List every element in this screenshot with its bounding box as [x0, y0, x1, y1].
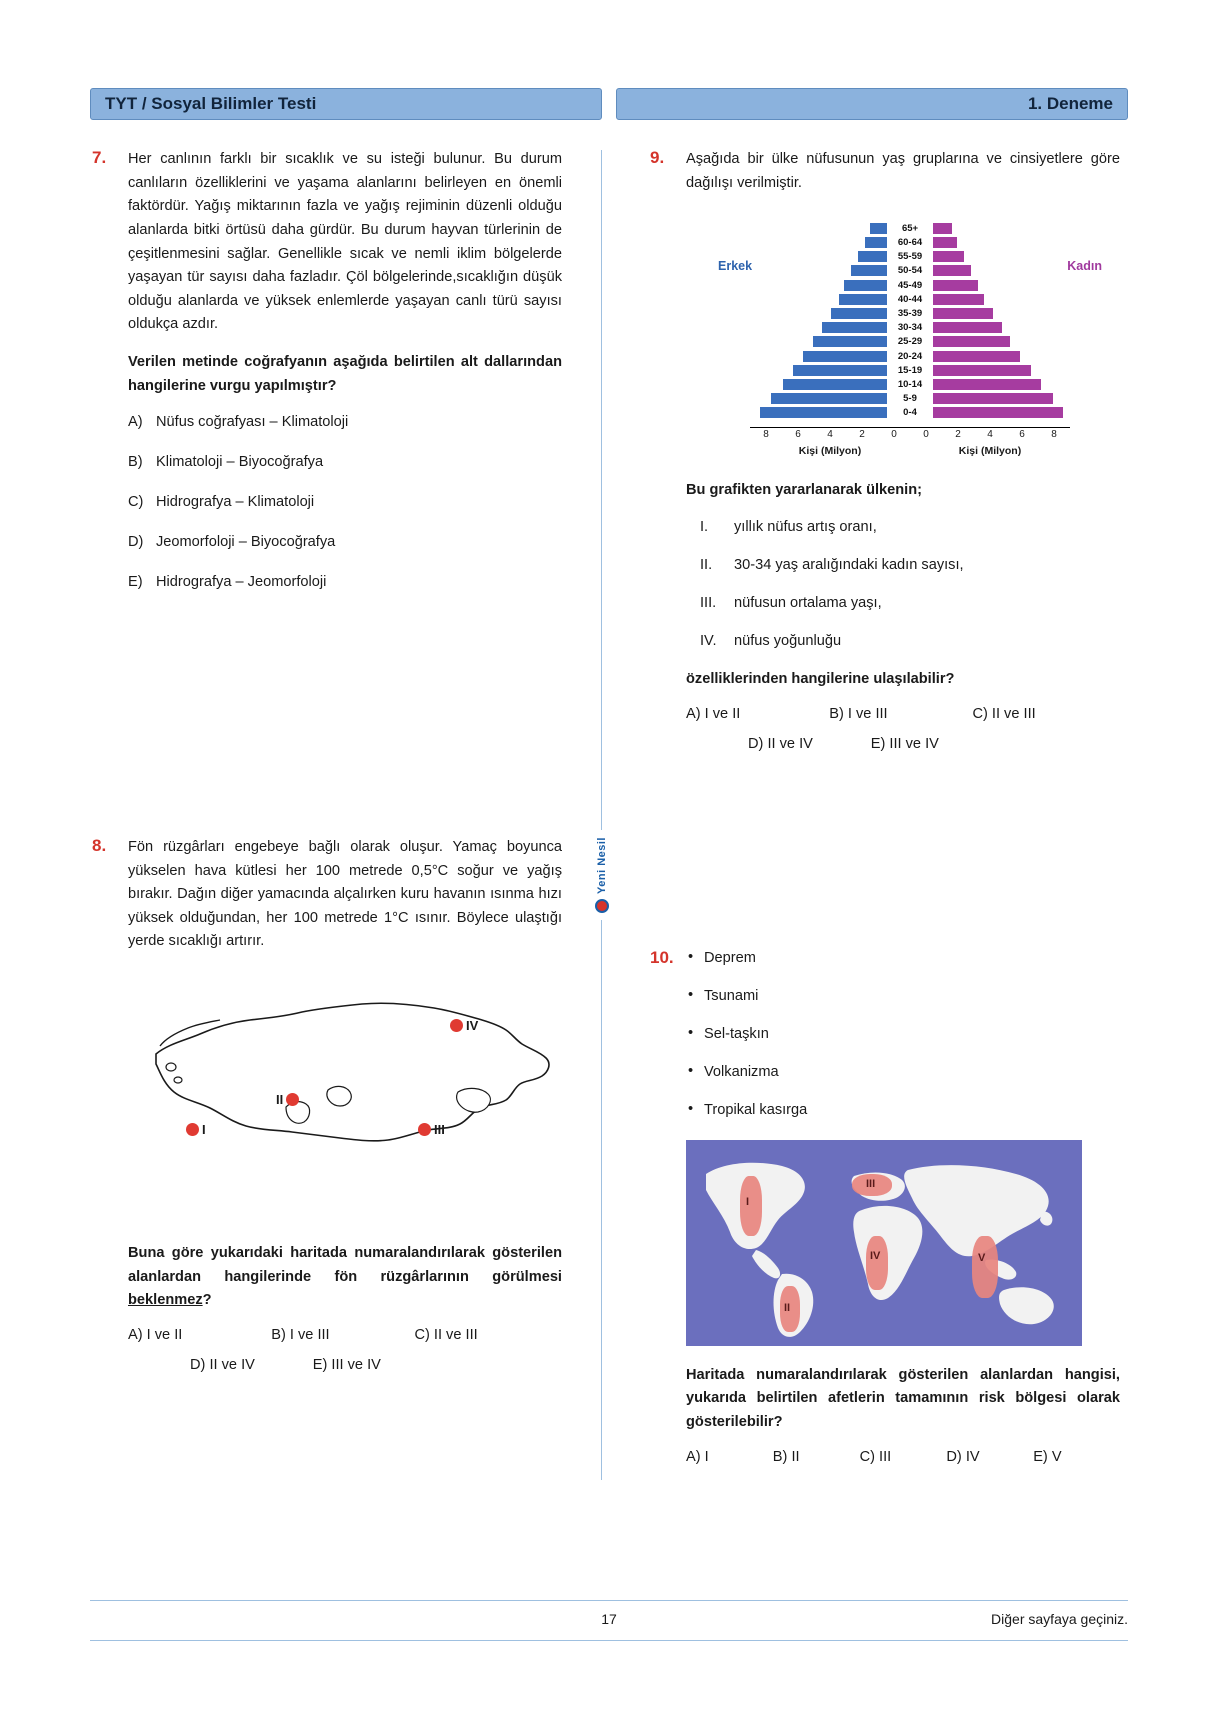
- question-7-paragraph: Her canlının farklı bir sıcaklık ve su isteği bulunur. Bu durum canlıların özelliklerini ve yaşama alanlarını belirleyen en önemli faktördür. Yağış miktarının fazla ve yağış rejiminin düzenli olduğu alanlarda bitki örtüsü daha gürdür. Bu durum hayvan türlerinin de çeşitlenmesini sağlar. Genellikle sıcak ve nemli iklim bölgelerde yaşayan tür sayısı daha fazladır. Çöl bölgelerinde,sıcaklığın düşük olduğu alanlarda ve yüksek enlemlerde yaşayan canlı türü sayısı oldukça azdır.: [128, 151, 562, 333]
- question-7-options: [128, 412, 562, 593]
- axis-ticks-left: [750, 429, 910, 440]
- pyramid-bar-female: [933, 280, 978, 291]
- pyramid-bar-male: [844, 280, 887, 291]
- legend-female: Kadın: [1067, 259, 1102, 274]
- pyramid-bar-male: [851, 265, 887, 276]
- xlabel-right: Kişi (Milyon): [958, 445, 1022, 458]
- question-7-number: 7.: [92, 148, 107, 167]
- pyramid-category-label: 30-34: [897, 322, 923, 334]
- question-8-paragraph: Fön rüzgârları engebeye bağlı olarak oluşur. Yamaç boyunca yükselen hava kütlesi her 100 metrede 0,5°C soğur ve yağış bırakır. Dağın diğer yamacında alçalırken kuru havanın ısınma hızı yüksek olduğundan, her 100 metrede 1°C ısınır. Böylece ulaştığı yerde sıcaklığı artırır.: [128, 838, 562, 950]
- question-10-options: [686, 1449, 1120, 1465]
- pyramid-category-label: 50-54: [897, 265, 923, 277]
- question-10-number: 10.: [650, 948, 674, 968]
- option-d-text: Jeomorfoloji – Biyocoğrafya: [156, 534, 336, 551]
- pyramid-bar-female: [933, 237, 957, 248]
- option-a[interactable]: [128, 412, 562, 434]
- pyramid-row: [750, 235, 1070, 249]
- option-b[interactable]: B) II: [772, 1448, 800, 1465]
- option-c[interactable]: C) II ve III: [414, 1326, 478, 1343]
- pyramid-bar-female: [933, 379, 1041, 390]
- pyramid-bar-male: [831, 308, 888, 319]
- pyramid-male-cell: [750, 407, 887, 418]
- risk-label-i: I: [746, 1195, 750, 1208]
- question-10-bullets: [686, 948, 1120, 1121]
- pyramid-bar-male: [760, 407, 887, 418]
- question-7: [92, 148, 562, 594]
- pyramid-bar-female: [933, 223, 952, 234]
- pyramid-category-label: 5-9: [903, 393, 917, 405]
- bullet-sel-taskin: • Sel-taşkın: [686, 1024, 1120, 1046]
- pyramid-row: [750, 221, 1070, 235]
- roman-iv-text: nüfus yoğunluğu: [734, 632, 842, 649]
- pyramid-male-cell: [750, 223, 887, 234]
- pyramid-row: [750, 406, 1070, 420]
- pyramid-bar-male: [839, 294, 887, 305]
- tick-l-0: 0: [891, 429, 897, 441]
- pyramid-bar-male: [870, 223, 887, 234]
- bullet-deprem: • Deprem: [686, 948, 1120, 970]
- pyramid-female-cell: [933, 280, 1070, 291]
- pyramid-male-cell: [750, 237, 887, 248]
- map-pin-ii-label: II: [276, 1092, 284, 1108]
- tick-r-6: 6: [1019, 429, 1025, 441]
- option-d[interactable]: [128, 532, 562, 554]
- map-pin-iii-label: III: [434, 1122, 445, 1138]
- roman-item-iv: [686, 631, 1120, 653]
- pyramid-row: [750, 278, 1070, 292]
- pyramid-male-cell: [750, 393, 887, 404]
- pyramid-category-label: 0-4: [903, 407, 917, 419]
- pyramid-bar-female: [933, 393, 1053, 404]
- publisher-watermark: [585, 830, 619, 920]
- population-pyramid-chart: [710, 211, 1110, 461]
- tick-l-6: 6: [795, 429, 801, 441]
- roman-iv-num: IV.: [700, 632, 717, 649]
- pyramid-bar-female: [933, 308, 993, 319]
- pyramid-female-cell: [933, 393, 1070, 404]
- pyramid-female-cell: [933, 365, 1070, 376]
- question-9-number: 9.: [650, 148, 665, 167]
- roman-item-ii: [686, 555, 1120, 577]
- pyramid-male-cell: [750, 308, 887, 319]
- pyramid-category-label: 65+: [901, 222, 919, 234]
- pyramid-bar-female: [933, 265, 971, 276]
- pyramid-axis-ticks: [750, 429, 1070, 440]
- pyramid-bar-male: [858, 251, 887, 262]
- question-9-prompt: Bu grafikten yararlanarak ülkenin;: [686, 482, 923, 499]
- pyramid-category-label: 25-29: [897, 336, 923, 348]
- option-a[interactable]: A) I: [686, 1448, 709, 1465]
- pyramid-female-cell: [933, 237, 1070, 248]
- tick-r-0: 0: [923, 429, 929, 441]
- tick-l-2: 2: [859, 429, 865, 441]
- option-c-text: Hidrografya – Klimatoloji: [156, 494, 315, 511]
- risk-label-v: V: [978, 1251, 986, 1264]
- option-a[interactable]: A) I ve II: [128, 1326, 183, 1343]
- footer-note: Diğer sayfaya geçiniz.: [991, 1611, 1128, 1627]
- pyramid-category-label: 60-64: [897, 237, 923, 249]
- pyramid-male-cell: [750, 336, 887, 347]
- map-pin-ii: [276, 1092, 299, 1107]
- risk-label-iv: IV: [870, 1249, 881, 1262]
- pyramid-category-label: 40-44: [897, 293, 923, 305]
- option-b-text: Klimatoloji – Biyocoğrafya: [156, 454, 324, 471]
- pyramid-bar-male: [771, 393, 887, 404]
- turkey-map-outline: [138, 972, 568, 1222]
- world-risk-map: [686, 1140, 1082, 1346]
- map-pin-iv-dot: [450, 1019, 463, 1032]
- pyramid-male-cell: [750, 280, 887, 291]
- risk-zone-iv: [866, 1236, 888, 1290]
- pyramid-female-cell: [933, 223, 1070, 234]
- pyramid-row: [750, 377, 1070, 391]
- risk-label-iii: III: [866, 1177, 876, 1190]
- pyramid-bar-female: [933, 336, 1010, 347]
- pyramid-category-label: 45-49: [897, 279, 923, 291]
- pyramid-category-label: 10-14: [897, 378, 923, 390]
- header-test-title: TYT / Sosyal Bilimler Testi: [90, 88, 602, 120]
- question-8-prompt: [128, 1242, 562, 1313]
- pyramid-axis-labels: [750, 445, 1070, 457]
- option-e[interactable]: E) III ve IV: [870, 736, 939, 753]
- pyramid-female-cell: [933, 336, 1070, 347]
- option-d[interactable]: D) II ve IV: [748, 736, 813, 753]
- risk-zone-v: [972, 1236, 998, 1298]
- roman-item-iii: [686, 593, 1120, 615]
- pyramid-female-cell: [933, 251, 1070, 262]
- pyramid-row: [750, 349, 1070, 363]
- pyramid-female-cell: [933, 265, 1070, 276]
- pyramid-row: [750, 292, 1070, 306]
- pyramid-bar-female: [933, 322, 1002, 333]
- option-a-label: A): [128, 414, 143, 431]
- left-column: [92, 148, 562, 1387]
- question-10: [650, 948, 1120, 1464]
- pyramid-category-label: 35-39: [897, 308, 923, 319]
- option-e-label: E): [128, 573, 143, 590]
- roman-item-i: [686, 517, 1120, 539]
- pyramid-bar-male: [865, 237, 887, 248]
- pyramid-row: [750, 363, 1070, 377]
- legend-male: Erkek: [718, 259, 753, 274]
- question-9-prompt-2: özelliklerinden hangilerine ulaşılabilir?: [686, 671, 955, 688]
- pyramid-axis-line: [750, 427, 1070, 428]
- pyramid-row: [750, 392, 1070, 406]
- right-column: [650, 148, 1120, 1479]
- pyramid-bar-female: [933, 251, 964, 262]
- pyramid-male-cell: [750, 379, 887, 390]
- pyramid-row: [750, 335, 1070, 349]
- roman-iii-text: nüfusun ortalama yaşı,: [734, 594, 882, 611]
- turkey-map: [138, 972, 568, 1222]
- tick-r-2: 2: [955, 429, 961, 441]
- map-pin-i-label: I: [202, 1122, 206, 1138]
- option-c[interactable]: [128, 492, 562, 514]
- pyramid-category-label: 55-59: [897, 251, 923, 263]
- option-c[interactable]: C) II ve III: [972, 706, 1036, 723]
- page-header: [90, 88, 1128, 120]
- roman-i-num: I.: [700, 518, 709, 535]
- option-a[interactable]: A) I ve II: [686, 706, 741, 723]
- map-pin-ii-dot: [286, 1093, 299, 1106]
- page-number: 17: [601, 1611, 617, 1627]
- pyramid-category-label: 15-19: [897, 364, 923, 376]
- pyramid-bar-male: [822, 322, 887, 333]
- question-9-options: [686, 706, 1120, 752]
- question-10-prompt: Haritada numaralandırılarak gösterilen alanlardan hangisi, yukarıda belirtilen afetlerin tamamının risk bölgesi olarak gösterilebilir?: [686, 1366, 1120, 1430]
- question-8: [92, 836, 562, 1373]
- bullet-tsunami: • Tsunami: [686, 986, 1120, 1008]
- question-8-prompt-after: ?: [202, 1292, 212, 1309]
- question-9: [650, 148, 1120, 752]
- option-d[interactable]: D) IV: [946, 1448, 980, 1465]
- pyramid-male-cell: [750, 251, 887, 262]
- roman-i-text: yıllık nüfus artış oranı,: [734, 518, 877, 535]
- option-b[interactable]: B) I ve III: [829, 706, 888, 723]
- question-7-prompt: Verilen metinde coğrafyanın aşağıda belirtilen alt dallarından hangilerine vurgu yapılmıştır?: [128, 354, 562, 394]
- question-9-roman-items: [686, 517, 1120, 653]
- option-e-text: Hidrografya – Jeomorfoloji: [156, 573, 327, 590]
- pyramid-female-cell: [933, 351, 1070, 362]
- pyramid-female-cell: [933, 379, 1070, 390]
- pyramid-male-cell: [750, 351, 887, 362]
- pyramid-female-cell: [933, 322, 1070, 333]
- pyramid-bar-male: [813, 336, 887, 347]
- option-e[interactable]: E) V: [1033, 1448, 1062, 1465]
- option-b[interactable]: B) I ve III: [271, 1326, 330, 1343]
- tick-l-8: 8: [763, 429, 769, 441]
- question-8-number: 8.: [92, 835, 107, 855]
- question-8-options: [128, 1327, 562, 1373]
- axis-ticks-right: [910, 429, 1070, 440]
- pyramid-category-label: 20-24: [897, 350, 923, 362]
- map-pin-iii: [418, 1122, 445, 1137]
- option-c-label: C): [128, 494, 144, 511]
- bullet-tropikal-kasirga: • Tropikal kasırga: [686, 1100, 1120, 1122]
- map-pin-iv-label: IV: [466, 1018, 479, 1034]
- page-footer: [90, 1600, 1128, 1627]
- question-9-paragraph: Aşağıda bir ülke nüfusunun yaş gruplarına ve cinsiyetlere göre dağılışı verilmiştir.: [686, 151, 1120, 191]
- tick-r-4: 4: [987, 429, 993, 441]
- bullet-volkanizma: • Volkanizma: [686, 1062, 1120, 1084]
- risk-label-ii: II: [784, 1301, 791, 1314]
- roman-ii-num: II.: [700, 556, 713, 573]
- footer-rule: [90, 1640, 1128, 1641]
- map-pin-iii-dot: [418, 1123, 431, 1136]
- option-c[interactable]: C) III: [859, 1448, 892, 1465]
- pyramid-bar-female: [933, 365, 1031, 376]
- pyramid-bar-female: [933, 407, 1063, 418]
- header-exam-label: 1. Deneme: [616, 88, 1128, 120]
- pyramid-bar-male: [793, 365, 887, 376]
- pyramid-row: [750, 306, 1070, 320]
- pyramid-female-cell: [933, 308, 1070, 319]
- pyramid-male-cell: [750, 365, 887, 376]
- pyramid-bar-female: [933, 351, 1020, 362]
- pyramid-bar-male: [803, 351, 887, 362]
- tick-r-8: 8: [1051, 429, 1057, 441]
- watermark-mark-icon: [595, 899, 609, 913]
- option-b-label: B): [128, 454, 143, 471]
- option-d[interactable]: D) II ve IV: [190, 1356, 255, 1373]
- option-e[interactable]: [128, 572, 562, 594]
- pyramid-male-cell: [750, 322, 887, 333]
- pyramid-male-cell: [750, 265, 887, 276]
- question-8-prompt-before: Buna göre yukarıdaki haritada numaralandırılarak gösterilen alanlardan hangilerinde fön rüzgârlarının görülmesi: [128, 1245, 562, 1285]
- option-e[interactable]: E) III ve IV: [312, 1356, 381, 1373]
- roman-iii-num: III.: [700, 594, 717, 611]
- roman-ii-text: 30-34 yaş aralığındaki kadın sayısı,: [734, 556, 964, 573]
- xlabel-left: Kişi (Milyon): [798, 445, 862, 458]
- watermark-text: Yeni Nesil: [596, 836, 608, 894]
- map-pin-i-dot: [186, 1123, 199, 1136]
- map-pin-i: [186, 1122, 206, 1137]
- pyramid-row: [750, 264, 1070, 278]
- option-d-label: D): [128, 534, 144, 551]
- option-b[interactable]: [128, 452, 562, 474]
- option-a-text: Nüfus coğrafyası – Klimatoloji: [156, 414, 349, 431]
- pyramid-bar-female: [933, 294, 984, 305]
- pyramid-female-cell: [933, 294, 1070, 305]
- pyramid-row: [750, 250, 1070, 264]
- column-divider: [601, 150, 602, 1480]
- tick-l-4: 4: [827, 429, 833, 441]
- pyramid-female-cell: [933, 407, 1070, 418]
- map-pin-iv: [450, 1018, 478, 1033]
- risk-zone-i: [740, 1176, 762, 1236]
- pyramid-male-cell: [750, 294, 887, 305]
- pyramid-bars: [750, 221, 1070, 427]
- question-8-prompt-underlined: beklenmez: [128, 1292, 203, 1309]
- pyramid-bar-male: [783, 379, 887, 390]
- pyramid-row: [750, 321, 1070, 335]
